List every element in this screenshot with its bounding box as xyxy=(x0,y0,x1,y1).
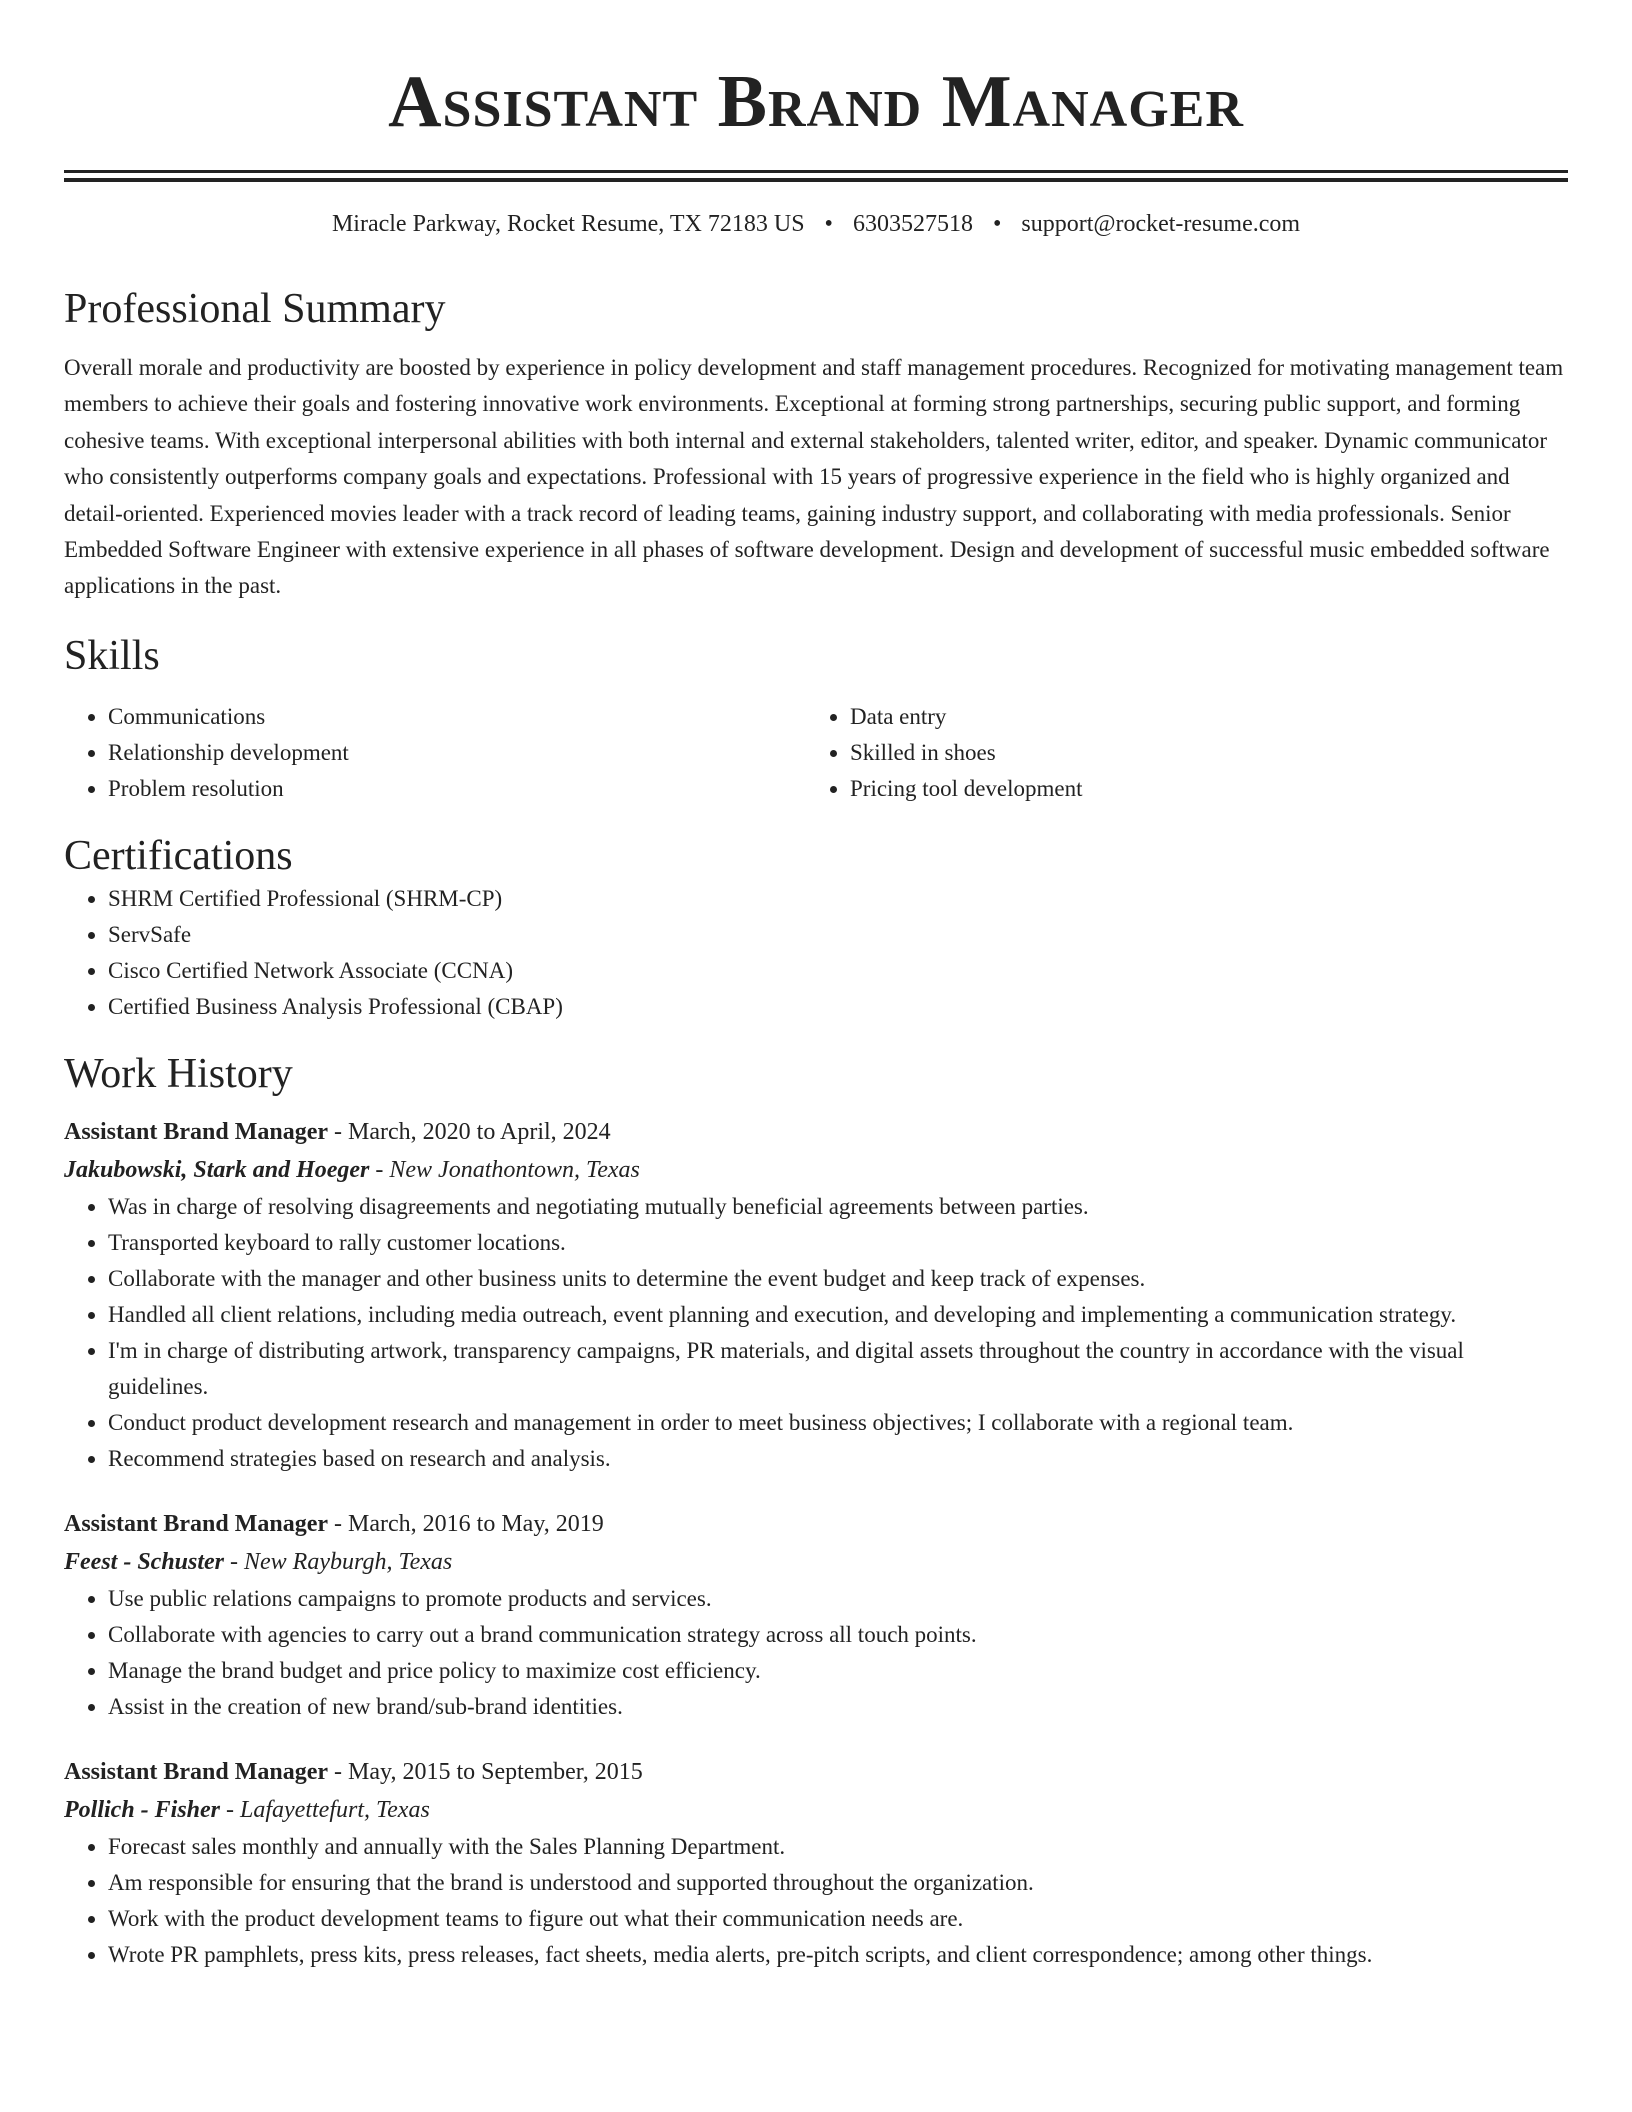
skills-column-left xyxy=(64,699,806,807)
job-dash: - xyxy=(220,1796,241,1823)
skill-item: • Data entry xyxy=(850,699,1548,735)
job-entry xyxy=(64,1113,1568,1477)
job-duty: • Manage the brand budget and price policy to maximize cost efficiency. xyxy=(108,1653,1568,1689)
work-history-heading: Work History xyxy=(64,1050,293,1097)
job-duty: • Collaborate with agencies to carry out a brand communication strategy across all touch points. xyxy=(108,1617,1568,1653)
resume-title: Assistant Brand Manager xyxy=(388,61,1244,143)
certification-item: • Certified Business Analysis Professional (CBAP) xyxy=(108,989,1568,1025)
skills-right-list xyxy=(806,699,1548,807)
job-duty: • Collaborate with the manager and other business units to determine the event budget and keep track of expenses. xyxy=(108,1261,1568,1297)
certification-item: • ServSafe xyxy=(108,917,1568,953)
job-dates: March, 2016 to May, 2019 xyxy=(348,1510,604,1537)
job-dash: - xyxy=(328,1118,349,1145)
job-duties-list xyxy=(64,1829,1568,1973)
certification-item: • Cisco Certified Network Associate (CCNA) xyxy=(108,953,1568,989)
certifications-heading: Certifications xyxy=(64,832,293,879)
title-divider-top xyxy=(64,170,1568,173)
job-title-line xyxy=(64,1753,1568,1791)
skills-heading: Skills xyxy=(64,632,160,679)
job-title: Assistant Brand Manager xyxy=(64,1118,329,1145)
job-title-line xyxy=(64,1505,1568,1543)
job-dash: - xyxy=(328,1758,349,1785)
job-company-line xyxy=(64,1151,1568,1189)
contact-phone: 6303527518 xyxy=(852,211,973,237)
job-duty: • Use public relations campaigns to promote products and services. xyxy=(108,1581,1568,1617)
job-duty: • Assist in the creation of new brand/sub-brand identities. xyxy=(108,1689,1568,1725)
summary-heading: Professional Summary xyxy=(64,286,446,332)
job-title-line xyxy=(64,1113,1568,1151)
job-dash: - xyxy=(369,1156,390,1183)
contact-separator: • xyxy=(824,211,833,237)
skills-list xyxy=(64,699,1568,807)
job-company-line xyxy=(64,1791,1568,1829)
job-company: Jakubowski, Stark and Hoeger xyxy=(64,1156,370,1183)
job-dates: May, 2015 to September, 2015 xyxy=(348,1758,643,1785)
job-duty: • Wrote PR pamphlets, press kits, press releases, fact sheets, media alerts, pre-pitch scripts, and client correspondence; among other things. xyxy=(108,1937,1568,1973)
job-entry xyxy=(64,1505,1568,1725)
skills-column-right xyxy=(806,699,1548,807)
job-duty: • Work with the product development teams to figure out what their communication needs are. xyxy=(108,1901,1568,1937)
certifications-list xyxy=(64,881,1568,1025)
job-duties-list xyxy=(64,1189,1568,1477)
job-location: New Jonathontown, Texas xyxy=(389,1156,640,1183)
job-location: Lafayettefurt, Texas xyxy=(240,1796,430,1823)
resume-page xyxy=(64,0,1568,1973)
job-duty: • I'm in charge of distributing artwork, transparency campaigns, PR materials, and digital assets throughout the country in accordance with the visual guidelines. xyxy=(108,1333,1568,1405)
job-title: Assistant Brand Manager xyxy=(64,1758,329,1785)
skill-item: • Communications xyxy=(108,699,806,735)
title-divider-bottom xyxy=(64,178,1568,182)
job-duty: • Recommend strategies based on research and analysis. xyxy=(108,1441,1568,1477)
skills-left-list xyxy=(64,699,806,807)
contact-email: support@rocket-resume.com xyxy=(1021,211,1301,237)
skill-item: • Problem resolution xyxy=(108,771,806,807)
job-duty: • Conduct product development research and management in order to meet business objectives; I collaborate with a regional team. xyxy=(108,1405,1568,1441)
job-duty: • Transported keyboard to rally customer locations. xyxy=(108,1225,1568,1261)
contact-line xyxy=(64,208,1568,240)
contact-address: Miracle Parkway, Rocket Resume, TX 72183 US xyxy=(331,211,805,237)
job-title: Assistant Brand Manager xyxy=(64,1510,329,1537)
certification-item: • SHRM Certified Professional (SHRM-CP) xyxy=(108,881,1568,917)
job-entry xyxy=(64,1753,1568,1973)
job-duty: • Am responsible for ensuring that the brand is understood and supported throughout the organization. xyxy=(108,1865,1568,1901)
job-location: New Rayburgh, Texas xyxy=(244,1548,453,1575)
job-dash: - xyxy=(224,1548,245,1575)
job-duties-list xyxy=(64,1581,1568,1725)
job-company-line xyxy=(64,1543,1568,1581)
job-duty: • Was in charge of resolving disagreements and negotiating mutually beneficial agreements between parties. xyxy=(108,1189,1568,1225)
job-dates: March, 2020 to April, 2024 xyxy=(348,1118,611,1145)
job-dash: - xyxy=(328,1510,349,1537)
contact-separator: • xyxy=(992,211,1002,237)
summary-text: Overall morale and productivity are boosted by experience in policy development and staff management procedures. Recognized for motivating management team members to achieve their goals and fostering innovative work environments. Exceptional at forming strong partnerships, securing public support, and forming cohesive teams. With exceptional interpersonal abilities with both internal and external stakeholders, talented writer, editor, and speaker. Dynamic communicator who consistently outperforms company goals and expectations. Professional with 15 years of progressive experience in the field who is highly organized and detail-oriented. Experienced movies leader with a track record of leading teams, gaining industry support, and collaborating with media professionals. Senior Embedded Software Engineer with extensive experience in all phases of software development. Design and development of successful music embedded software applications in the past. xyxy=(64,355,1564,599)
job-duty: • Forecast sales monthly and annually with the Sales Planning Department. xyxy=(108,1829,1568,1865)
job-company: Feest - Schuster xyxy=(64,1548,225,1575)
skill-item: • Relationship development xyxy=(108,735,806,771)
skill-item: • Pricing tool development xyxy=(850,771,1548,807)
skill-item: • Skilled in shoes xyxy=(850,735,1548,771)
job-company: Pollich - Fisher xyxy=(64,1796,221,1823)
job-duty: • Handled all client relations, including media outreach, event planning and execution, and developing and implementing a communication strategy. xyxy=(108,1297,1568,1333)
